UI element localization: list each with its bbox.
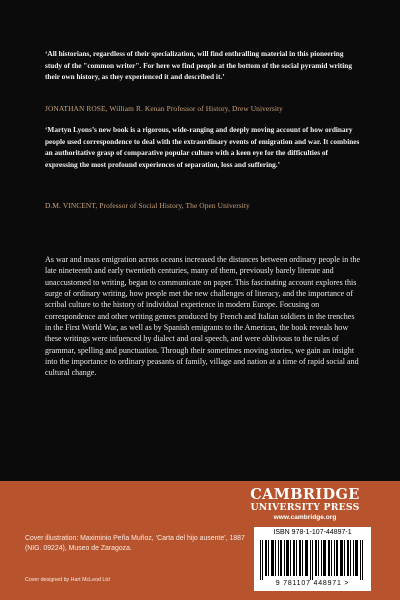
publisher-logo xyxy=(250,487,360,522)
isbn-label: ISBN 978-1-107-44897-1 xyxy=(273,529,352,536)
barcode-icon xyxy=(258,540,367,580)
endorsement-quote-2: ‘Martyn Lyons’s new book is a rigorous, wide-ranging and deeply moving account of how ordinary people used correspondence to deal with the extraordinary events of emigration and war. It combines an authoritative grasp of comparative popular culture with a keen eye for the difficulties of expressing the most profound experiences of separation, loss and suffering.’ xyxy=(45,125,360,169)
endorsement-attribution-1: JONATHAN ROSE, William R. Kenan Professor of History, Drew University xyxy=(45,104,283,113)
cover-illustration-credit: Cover illustration: Maximinio Peña Muñoz, ‘Carta del hijo ausente’, 1887 (NIG. 09224), Museo de Zaragoza. xyxy=(25,535,245,552)
book-description xyxy=(45,254,361,379)
description-text: As war and mass emigration across oceans increased the distances between ordinary people in the late nineteenth and early twentieth centuries, many of them, previously barely literate and unaccustomed to writing, began to communicate on paper. This fascinating account explores this surge of ordinary writing, how people met the new challenges of literacy, and the importance of scribal culture to the history of individual experience in modern Europe. Focusing on correspondence and other writing genres produced by French and Italian soldiers in the trenches in the First World War, as well as by Spanish emigrants to the Americas, the book reveals how these writings were infuenced by dialect and oral speech, and were oblivious to the rules of grammar, spelling and punctuation. Through their sometimes moving stories, we gain an insight into the importance to ordinary peasants of family, village and nation at a time of rapid social and cultural change. xyxy=(45,255,361,378)
publisher-url: www.cambridge.org xyxy=(273,514,337,521)
isbn-barcode xyxy=(254,527,371,591)
cover-design-credit: Cover designed by Hart McLeod Ltd xyxy=(25,577,110,583)
barcode-digits: 9 781107 448971 > xyxy=(275,580,350,587)
endorsement-quote-1: ‘All historians, regardless of their specialization, will find enthralling material in this pioneering study of the "common writer". For here we find people at the bottom of the social pyramid writing their own history, as they experienced it and described it.’ xyxy=(45,49,352,82)
publisher-subtitle: UNIVERSITY PRESS xyxy=(250,502,360,513)
endorsement-attribution-2: D.M. VINCENT, Professor of Social History, The Open University xyxy=(45,201,250,210)
publisher-name: CAMBRIDGE xyxy=(250,486,360,503)
